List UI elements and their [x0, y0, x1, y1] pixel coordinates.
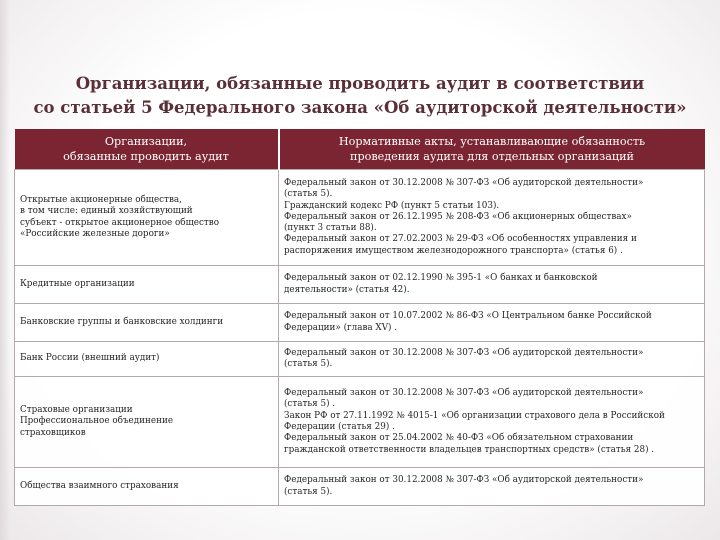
table-row: [15, 304, 705, 342]
header-organizations: [15, 129, 279, 170]
organization-text: Банк России (внешний аудит): [20, 353, 160, 364]
organization-cell: [15, 342, 279, 377]
normative-acts-cell: [279, 377, 705, 468]
organization-text: Открытые акционерные общества,: [20, 194, 182, 205]
table-header-row: [15, 129, 705, 170]
audit-table: [14, 129, 705, 506]
normative-act-text: Федеральный закон от 26.12.1995 № 208-ФЗ «Об акционерных обществах»: [284, 211, 632, 222]
normative-act-text: Федеральный закон от 30.12.2008 № 307-ФЗ «Об аудиторской деятельности»: [284, 388, 644, 399]
normative-acts-cell: [279, 304, 705, 342]
organization-text: Профессиональное объединение: [20, 416, 174, 427]
organization-text: «Российские железные дороги»: [20, 228, 170, 239]
organization-cell: [15, 266, 279, 304]
header-text: проведения аудита для отдельных организаций: [349, 150, 634, 163]
header-normative-acts: [279, 129, 705, 170]
organization-text: Общества взаимного страхования: [20, 480, 179, 491]
normative-acts-cell: [279, 266, 705, 304]
normative-act-text: Федеральный закон от 30.12.2008 № 307-ФЗ «Об аудиторской деятельности»: [284, 177, 644, 188]
normative-act-text: деятельности» (статья 42).: [284, 284, 410, 295]
organization-text: Банковские группы и банковские холдинги: [20, 316, 224, 327]
slide-title: [0, 72, 720, 120]
normative-act-text: Федеральный закон от 02.12.1990 № 395-1 «О банках и банковской: [284, 273, 598, 284]
organization-cell: [15, 170, 279, 266]
table-row: [15, 342, 705, 377]
organization-text: в том числе: единый хозяйствующий: [20, 206, 193, 217]
normative-act-text: (статья 5).: [284, 359, 333, 369]
normative-act-text: Закон РФ от 27.11.1992 № 4015-1 «Об организации страхового дела в Российской: [284, 410, 665, 421]
normative-act-text: (статья 5).: [284, 486, 333, 497]
normative-act-text: Федеральный закон от 30.12.2008 № 307-ФЗ «Об аудиторской деятельности»: [284, 475, 644, 486]
normative-act-text: Федеральный закон от 10.07.2002 № 86-ФЗ «О Центральном банке Российской: [284, 311, 652, 322]
normative-act-text: Федеральный закон от 27.02.2003 № 29-ФЗ «Об особенностях управления и: [284, 234, 637, 245]
header-text: обязанные проводить аудит: [63, 150, 229, 163]
organization-text: Кредитные организации: [20, 278, 135, 289]
normative-act-text: Федерации» (глава XV) .: [284, 322, 398, 333]
normative-acts-cell: [279, 468, 705, 506]
normative-acts-cell: [279, 342, 705, 377]
normative-act-text: Федерации (статья 29) .: [284, 422, 395, 432]
table-row: [15, 377, 705, 468]
normative-act-text: (статья 5).: [284, 189, 333, 200]
header-text: Нормативные акты, устанавливающие обязанность: [338, 135, 646, 148]
table-row: [15, 170, 705, 266]
normative-acts-cell: [279, 170, 705, 266]
normative-act-text: (статья 5) .: [284, 399, 336, 410]
organization-text: страховщиков: [20, 427, 86, 438]
normative-act-text: Гражданский кодекс РФ (пункт 5 статьи 103).: [284, 200, 500, 211]
normative-act-text: гражданской ответственности владельцев транспортных средств» (статья 28) .: [284, 444, 655, 455]
header-text: Организации,: [104, 135, 188, 148]
organization-text: субъект - открытое акционерное общество: [20, 217, 220, 228]
organization-text: Страховые организации: [20, 405, 133, 416]
organization-cell: [15, 377, 279, 468]
table-row: [15, 468, 705, 506]
organization-cell: [15, 468, 279, 506]
normative-act-text: (пункт 3 статьи 88).: [284, 223, 377, 234]
organization-cell: [15, 304, 279, 342]
normative-act-text: Федеральный закон от 25.04.2002 № 40-ФЗ «Об обязательном страховании: [284, 433, 634, 444]
table-row: [15, 266, 705, 304]
title-line-2: со статьей 5 Федерального закона «Об аудиторской деятельности»: [33, 98, 687, 117]
title-line-1: Организации, обязанные проводить аудит в соответствии: [75, 74, 645, 93]
normative-act-text: Федеральный закон от 30.12.2008 № 307-ФЗ «Об аудиторской деятельности»: [284, 347, 644, 358]
normative-act-text: распоряжения имуществом железнодорожного транспорта» (статья 6) .: [284, 245, 623, 256]
